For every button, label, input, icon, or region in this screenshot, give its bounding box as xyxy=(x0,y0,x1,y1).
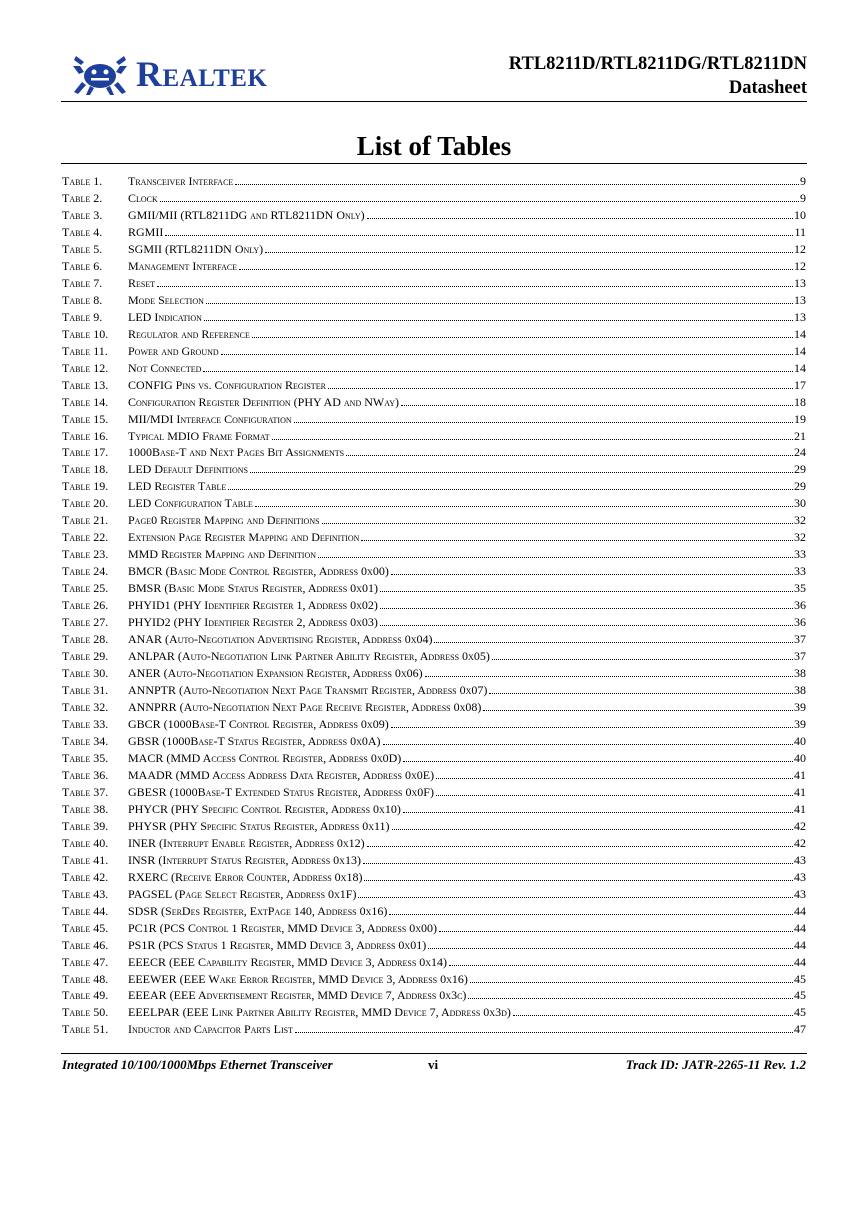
toc-entry[interactable] xyxy=(62,342,806,359)
entry-number: Table 50. xyxy=(62,1005,109,1020)
entry-title: ANLPAR (Auto-Negotiation Link Partner Ability Register, Address 0x05) xyxy=(128,649,490,664)
entry-page: 38 xyxy=(794,666,806,681)
entry-title: PHYCR (PHY Specific Control Register, Address 0x10) xyxy=(128,801,401,816)
entry-page: 33 xyxy=(794,547,806,562)
dot-leader xyxy=(367,846,793,847)
entry-page: 17 xyxy=(794,377,806,392)
entry-number: Table 3. xyxy=(62,207,103,222)
toc-entry[interactable] xyxy=(62,511,806,528)
entry-page: 47 xyxy=(794,1022,806,1037)
dot-leader xyxy=(157,286,793,287)
dot-leader xyxy=(346,455,793,456)
toc-entry[interactable] xyxy=(62,936,806,953)
dot-leader xyxy=(470,982,793,983)
toc-entry[interactable] xyxy=(62,494,806,511)
entry-page: 33 xyxy=(794,564,806,579)
footer-divider xyxy=(61,1053,807,1054)
entry-title: Not Connected xyxy=(128,360,202,375)
entry-number: Table 40. xyxy=(62,835,109,850)
footer-product: Integrated 10/100/1000Mbps Ethernet Transceiver xyxy=(62,1057,333,1072)
toc-entry[interactable] xyxy=(62,274,806,291)
entry-number: Table 43. xyxy=(62,886,109,901)
toc-entry[interactable] xyxy=(62,291,806,308)
table-list xyxy=(62,172,806,1037)
toc-entry[interactable] xyxy=(62,868,806,885)
entry-title: PHYID1 (PHY Identifier Register 1, Address 0x02) xyxy=(128,598,378,613)
entry-page: 36 xyxy=(794,598,806,613)
dot-leader xyxy=(436,795,793,796)
toc-entry[interactable] xyxy=(62,783,806,800)
entry-number: Table 14. xyxy=(62,394,109,409)
dot-leader xyxy=(328,388,793,389)
entry-page: 41 xyxy=(794,801,806,816)
entry-number: Table 11. xyxy=(62,343,108,358)
entry-number: Table 19. xyxy=(62,479,109,494)
entry-number: Table 25. xyxy=(62,581,109,596)
entry-number: Table 45. xyxy=(62,920,109,935)
dot-leader xyxy=(492,659,793,660)
toc-entry[interactable] xyxy=(62,477,806,494)
toc-entry[interactable] xyxy=(62,715,806,732)
dot-leader xyxy=(401,405,793,406)
entry-title: GBESR (1000Base-T Extended Status Register, Address 0x0F) xyxy=(128,784,434,799)
entry-title: EEEWER (EEE Wake Error Register, MMD Device 3, Address 0x16) xyxy=(128,971,468,986)
entry-title: EEECR (EEE Capability Register, MMD Device 3, Address 0x14) xyxy=(128,954,448,969)
entry-number: Table 8. xyxy=(62,292,103,307)
dot-leader xyxy=(449,965,793,966)
entry-page: 37 xyxy=(794,632,806,647)
entry-title: Power and Ground xyxy=(128,343,219,358)
dot-leader xyxy=(389,914,793,915)
dot-leader xyxy=(391,574,793,575)
entry-page: 24 xyxy=(794,445,806,460)
entry-number: Table 30. xyxy=(62,666,109,681)
document-header-title xyxy=(509,52,807,100)
entry-title: EEELPAR (EEE Link Partner Ability Register, MMD Device 7, Address 0x3d) xyxy=(128,1005,511,1020)
entry-title: LED Register Table xyxy=(128,479,227,494)
entry-title: INSR (Interrupt Status Register, Address 0x13) xyxy=(128,852,361,867)
entry-title: INER (Interrupt Enable Register, Address 0x12) xyxy=(128,835,365,850)
entry-title: PS1R (PCS Status 1 Register, MMD Device 3, Address 0x01) xyxy=(128,937,427,952)
entry-number: Table 33. xyxy=(62,716,109,731)
toc-entry[interactable] xyxy=(62,647,806,664)
entry-page: 32 xyxy=(794,530,806,545)
entry-number: Table 42. xyxy=(62,869,109,884)
entry-page: 30 xyxy=(794,496,806,511)
dot-leader xyxy=(403,812,793,813)
entry-title: MII/MDI Interface Configuration xyxy=(128,411,292,426)
entry-title: GMII/MII (RTL8211DG and RTL8211DN Only) xyxy=(128,207,365,222)
dot-leader xyxy=(295,1032,793,1033)
entry-page: 42 xyxy=(794,835,806,850)
dot-leader xyxy=(239,269,793,270)
toc-entry[interactable] xyxy=(62,460,806,477)
toc-entry[interactable] xyxy=(62,919,806,936)
entry-number: Table 44. xyxy=(62,903,109,918)
entry-title: Reset xyxy=(128,275,156,290)
toc-entry[interactable] xyxy=(62,427,806,444)
entry-title: BMCR (Basic Mode Control Register, Address 0x00) xyxy=(128,564,389,579)
entry-title: GBCR (1000Base-T Control Register, Address 0x09) xyxy=(128,716,389,731)
toc-entry[interactable] xyxy=(62,834,806,851)
entry-number: Table 46. xyxy=(62,937,109,952)
entry-title: ANER (Auto-Negotiation Expansion Register, Address 0x06) xyxy=(128,666,423,681)
entry-page: 42 xyxy=(794,818,806,833)
dot-leader xyxy=(206,303,793,304)
page-title: List of Tables xyxy=(356,131,512,161)
entry-title: Transceiver Interface xyxy=(128,173,234,188)
entry-number: Table 24. xyxy=(62,564,109,579)
entry-number: Table 28. xyxy=(62,632,109,647)
entry-number: Table 27. xyxy=(62,615,109,630)
toc-entry[interactable] xyxy=(62,749,806,766)
entry-page: 32 xyxy=(794,513,806,528)
entry-number: Table 7. xyxy=(62,275,103,290)
entry-page: 43 xyxy=(794,869,806,884)
entry-title: MACR (MMD Access Control Register, Address 0x0D) xyxy=(128,750,402,765)
entry-number: Table 10. xyxy=(62,326,109,341)
dot-leader xyxy=(203,371,793,372)
dot-leader xyxy=(272,439,793,440)
toc-entry[interactable] xyxy=(62,172,806,189)
entry-title: SGMII (RTL8211DN Only) xyxy=(128,241,264,256)
toc-entry[interactable] xyxy=(62,444,806,461)
toc-entry[interactable] xyxy=(62,545,806,562)
entry-page: 11 xyxy=(794,224,806,239)
dot-leader xyxy=(434,642,793,643)
dot-leader xyxy=(513,1015,793,1016)
entry-number: Table 16. xyxy=(62,428,109,443)
entry-number: Table 5. xyxy=(62,241,103,256)
entry-page: 36 xyxy=(794,615,806,630)
toc-entry[interactable] xyxy=(62,257,806,274)
dot-leader xyxy=(436,778,793,779)
dot-leader xyxy=(165,235,793,236)
dot-leader xyxy=(322,523,793,524)
dot-leader xyxy=(221,354,793,355)
entry-number: Table 17. xyxy=(62,445,109,460)
entry-page: 19 xyxy=(794,411,806,426)
entry-page: 29 xyxy=(794,479,806,494)
entry-number: Table 48. xyxy=(62,971,109,986)
entry-title: EEEAR (EEE Advertisement Register, MMD Device 7, Address 0x3c) xyxy=(128,988,467,1003)
entry-title: Inductor and Capacitor Parts List xyxy=(128,1022,293,1037)
entry-title: PC1R (PCS Control 1 Register, MMD Device 3, Address 0x00) xyxy=(128,920,438,935)
entry-number: Table 32. xyxy=(62,700,109,714)
toc-entry[interactable] xyxy=(62,613,806,630)
entry-number: Table 21. xyxy=(62,513,109,528)
entry-title: MMD Register Mapping and Definition xyxy=(128,547,317,562)
dot-leader xyxy=(380,591,793,592)
entry-number: Table 4. xyxy=(62,224,103,239)
entry-page: 35 xyxy=(794,581,806,596)
entry-number: Table 41. xyxy=(62,852,109,867)
toc-entry[interactable] xyxy=(62,223,806,240)
toc-entry[interactable] xyxy=(62,732,806,749)
entry-title: PHYID2 (PHY Identifier Register 2, Address 0x03) xyxy=(128,615,378,630)
toc-entry[interactable] xyxy=(62,562,806,579)
entry-title: BMSR (Basic Mode Status Register, Address 0x01) xyxy=(128,581,378,596)
entry-title: Management Interface xyxy=(128,258,238,273)
entry-page: 43 xyxy=(794,852,806,867)
entry-number: Table 1. xyxy=(62,173,103,188)
entry-number: Table 31. xyxy=(62,683,109,698)
entry-title: RXERC (Receive Error Counter, Address 0x18) xyxy=(128,869,363,884)
entry-title: Clock xyxy=(128,190,158,205)
entry-number: Table 47. xyxy=(62,954,109,969)
entry-number: Table 29. xyxy=(62,649,109,664)
entry-page: 10 xyxy=(794,207,806,222)
entry-page: 13 xyxy=(794,292,806,307)
dot-leader xyxy=(439,931,793,932)
entry-page: 44 xyxy=(794,903,806,918)
entry-page: 14 xyxy=(794,343,806,358)
entry-number: Table 51. xyxy=(62,1022,109,1037)
entry-title: Typical MDIO Frame Format xyxy=(128,428,270,443)
entry-number: Table 37. xyxy=(62,784,109,799)
entry-page: 18 xyxy=(794,394,806,409)
dot-leader xyxy=(468,998,793,999)
entry-page: 44 xyxy=(794,920,806,935)
entry-page: 41 xyxy=(794,767,806,782)
entry-title: Regulator and Reference xyxy=(128,326,250,341)
entry-title: GBSR (1000Base-T Status Register, Address 0x0A) xyxy=(128,733,381,748)
entry-page: 41 xyxy=(794,784,806,799)
dot-leader xyxy=(391,727,793,728)
toc-entry[interactable] xyxy=(62,766,806,783)
dot-leader xyxy=(383,744,793,745)
dot-leader xyxy=(392,829,793,830)
entry-page: 29 xyxy=(794,462,806,477)
entry-title: PHYSR (PHY Specific Status Register, Address 0x11) xyxy=(128,818,390,833)
entry-title: Mode Selection xyxy=(128,292,204,307)
entry-title: Configuration Register Definition (PHY AD and NWay) xyxy=(128,394,400,409)
toc-entry[interactable] xyxy=(62,953,806,970)
entry-page: 44 xyxy=(794,937,806,952)
entry-page: 40 xyxy=(794,750,806,765)
entry-number: Table 22. xyxy=(62,530,109,545)
entry-page: 45 xyxy=(794,988,806,1003)
footer-page-number: vi xyxy=(428,1057,439,1072)
toc-entry[interactable] xyxy=(62,800,806,817)
entry-number: Table 39. xyxy=(62,818,109,833)
entry-number: Table 38. xyxy=(62,801,109,816)
toc-entry[interactable] xyxy=(62,664,806,681)
dot-leader xyxy=(367,218,793,219)
entry-page: 44 xyxy=(794,954,806,969)
dot-leader xyxy=(160,201,799,202)
toc-entry[interactable] xyxy=(62,987,806,1004)
entry-page: 9 xyxy=(800,173,806,188)
toc-entry[interactable] xyxy=(62,579,806,596)
entry-page: 43 xyxy=(794,886,806,901)
dot-leader xyxy=(361,540,793,541)
entry-number: Table 23. xyxy=(62,547,109,562)
entry-title: ANAR (Auto-Negotiation Advertising Register, Address 0x04) xyxy=(128,632,433,647)
entry-title: LED Indication xyxy=(128,309,202,324)
entry-page: 13 xyxy=(794,309,806,324)
entry-number: Table 12. xyxy=(62,360,109,375)
entry-title: LED Default Definitions xyxy=(128,462,248,477)
toc-entry[interactable] xyxy=(62,970,806,987)
entry-title: Page0 Register Mapping and Definitions xyxy=(128,513,320,528)
entry-page: 45 xyxy=(794,971,806,986)
header-product-names: RTL8211D/RTL8211DG/RTL8211DN xyxy=(508,54,807,74)
dot-leader xyxy=(358,897,793,898)
entry-number: Table 20. xyxy=(62,496,109,511)
dot-leader xyxy=(364,880,793,881)
entry-page: 14 xyxy=(794,360,806,375)
dot-leader xyxy=(228,489,793,490)
entry-page: 40 xyxy=(794,733,806,748)
toc-entry[interactable] xyxy=(62,325,806,342)
entry-number: Table 36. xyxy=(62,767,109,782)
entry-page: 21 xyxy=(794,428,806,443)
toc-entry[interactable] xyxy=(62,698,806,715)
entry-number: Table 2. xyxy=(62,190,103,205)
toc-entry[interactable] xyxy=(62,1003,806,1020)
entry-title: LED Configuration Table xyxy=(128,496,253,511)
footer-track-id: Track ID: JATR-2265-11 Rev. 1.2 xyxy=(625,1057,806,1072)
toc-entry[interactable] xyxy=(62,528,806,545)
toc-entry[interactable] xyxy=(62,596,806,613)
toc-entry[interactable] xyxy=(62,817,806,834)
entry-page: 9 xyxy=(800,190,806,205)
logo-wordmark: Realtek xyxy=(136,54,268,94)
dot-leader xyxy=(489,693,793,694)
entry-title: MAADR (MMD Access Address Data Register, Address 0x0E) xyxy=(128,767,435,782)
toc-entry[interactable] xyxy=(62,308,806,325)
entry-title: 1000Base-T and Next Pages Bit Assignments xyxy=(128,445,345,460)
entry-page: 39 xyxy=(794,700,806,714)
entry-number: Table 18. xyxy=(62,462,109,477)
title-divider xyxy=(61,163,807,164)
dot-leader xyxy=(252,337,793,338)
entry-number: Table 9. xyxy=(62,309,103,324)
entry-page: 14 xyxy=(794,326,806,341)
header-doc-type: Datasheet xyxy=(728,78,807,98)
toc-entry[interactable] xyxy=(62,630,806,647)
toc-entry[interactable] xyxy=(62,206,806,223)
entry-page: 39 xyxy=(794,716,806,731)
toc-entry[interactable] xyxy=(62,240,806,257)
dot-leader xyxy=(265,252,793,253)
toc-entry[interactable] xyxy=(62,189,806,206)
toc-entry[interactable] xyxy=(62,1020,806,1037)
dot-leader xyxy=(483,710,793,711)
dot-leader xyxy=(204,320,793,321)
entry-number: Table 13. xyxy=(62,377,109,392)
dot-leader xyxy=(380,608,793,609)
dot-leader xyxy=(294,422,793,423)
entry-page: 45 xyxy=(794,1005,806,1020)
header-divider xyxy=(61,101,807,102)
toc-entry[interactable] xyxy=(62,393,806,410)
dot-leader xyxy=(250,472,793,473)
dot-leader xyxy=(425,676,793,677)
toc-entry[interactable] xyxy=(62,885,806,902)
toc-entry[interactable] xyxy=(62,359,806,376)
dot-leader xyxy=(428,948,793,949)
dot-leader xyxy=(380,625,793,626)
toc-entry[interactable] xyxy=(62,902,806,919)
entry-page: 12 xyxy=(794,258,806,273)
toc-entry[interactable] xyxy=(62,681,806,698)
entry-number: Table 34. xyxy=(62,733,109,748)
realtek-logo xyxy=(70,52,267,96)
entry-number: Table 49. xyxy=(62,988,109,1003)
dot-leader xyxy=(403,761,793,762)
toc-entry[interactable] xyxy=(62,851,806,868)
toc-entry[interactable] xyxy=(62,376,806,393)
entry-page: 13 xyxy=(794,275,806,290)
dot-leader xyxy=(235,184,799,185)
crab-icon xyxy=(70,52,130,96)
entry-title: Extension Page Register Mapping and Definition xyxy=(128,530,360,545)
entry-title: ANNPRR (Auto-Negotiation Next Page Receive Register, Address 0x08) xyxy=(128,700,482,714)
entry-title: RGMII xyxy=(128,224,164,239)
entry-number: Table 26. xyxy=(62,598,109,613)
entry-page: 12 xyxy=(794,241,806,256)
toc-entry[interactable] xyxy=(62,410,806,427)
entry-page: 37 xyxy=(794,649,806,664)
dot-leader xyxy=(255,506,793,507)
entry-title: CONFIG Pins vs. Configuration Register xyxy=(128,377,326,392)
dot-leader xyxy=(363,863,793,864)
entry-number: Table 15. xyxy=(62,411,109,426)
entry-title: SDSR (SerDes Register, ExtPage 140, Address 0x16) xyxy=(128,903,388,918)
entry-title: PAGSEL (Page Select Register, Address 0x1F) xyxy=(128,886,357,901)
entry-title: ANNPTR (Auto-Negotiation Next Page Transmit Register, Address 0x07) xyxy=(128,683,488,698)
dot-leader xyxy=(318,557,793,558)
entry-number: Table 35. xyxy=(62,750,109,765)
entry-number: Table 6. xyxy=(62,258,103,273)
entry-page: 38 xyxy=(794,683,806,698)
